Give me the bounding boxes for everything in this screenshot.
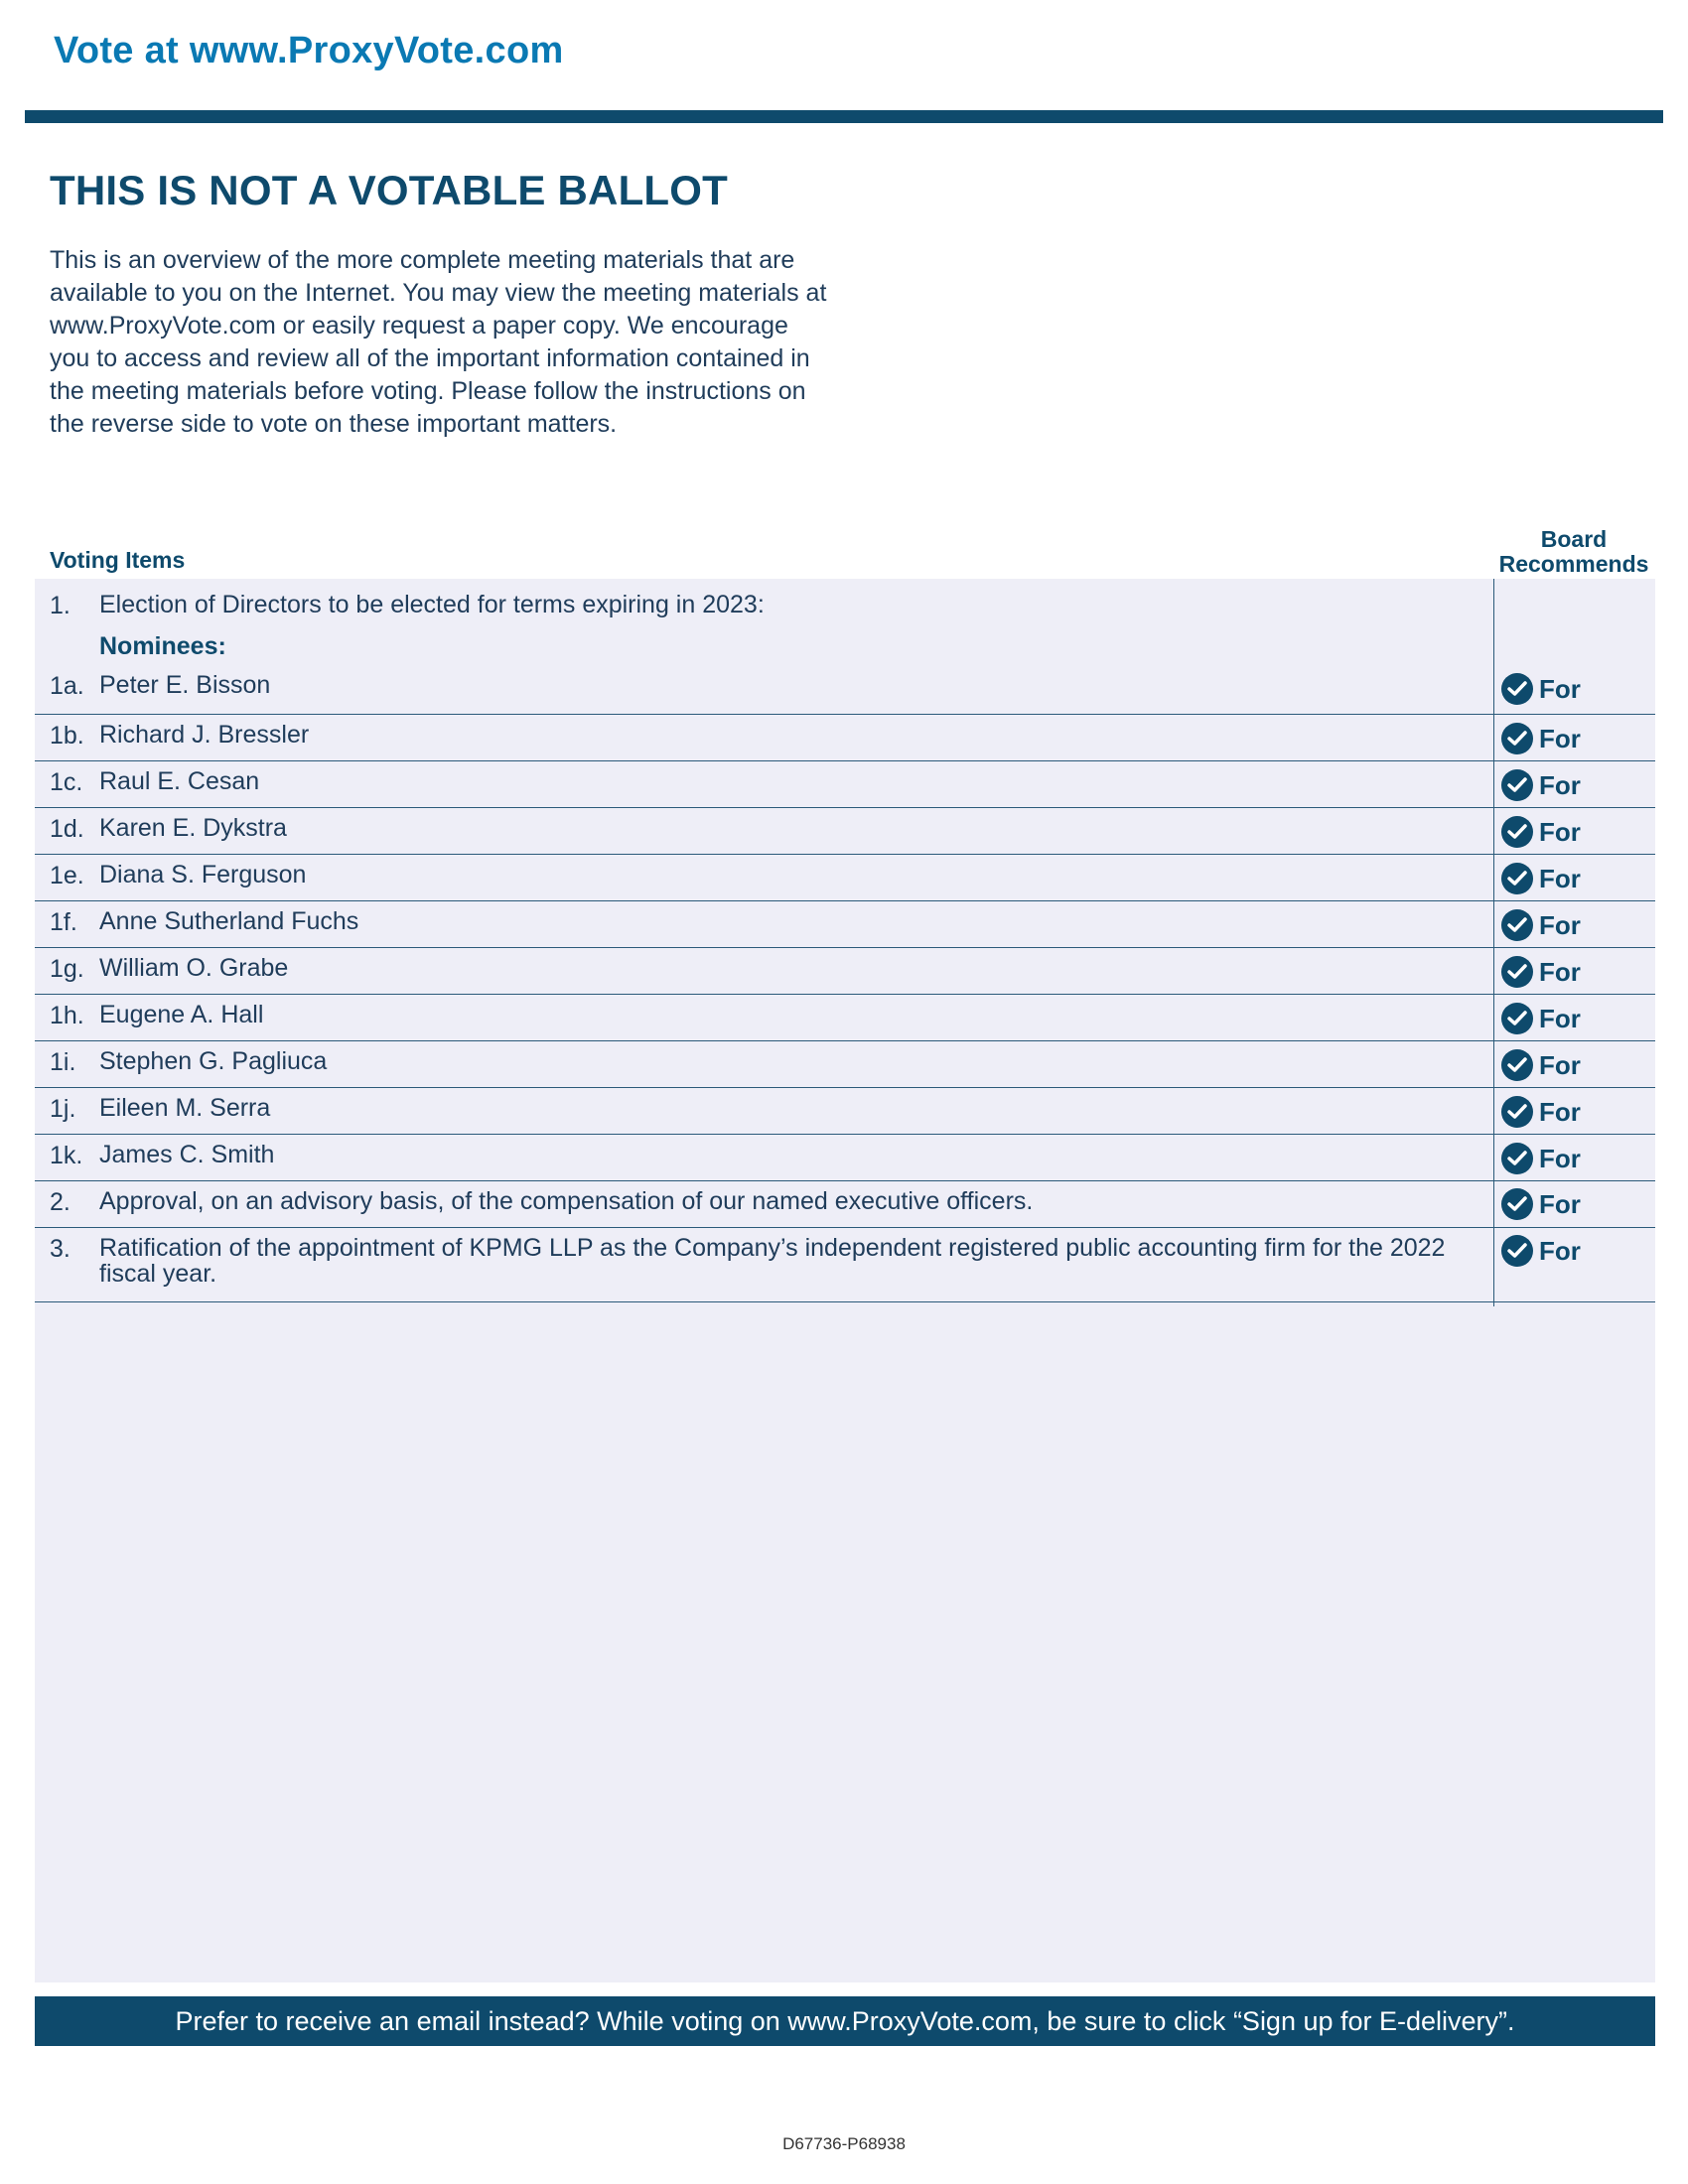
- check-circle-icon: [1501, 1188, 1533, 1220]
- check-circle-icon: [1501, 909, 1533, 941]
- item-text: Eileen M. Serra: [99, 1094, 271, 1122]
- check-circle-icon: [1501, 863, 1533, 894]
- recommendation-label: For: [1539, 1235, 1581, 1266]
- check-circle-icon: [1501, 816, 1533, 848]
- item-text: Karen E. Dykstra: [99, 814, 287, 842]
- voting-items-header: Voting Items: [50, 547, 186, 573]
- item-text: Ratification of the appointment of KPMG LLP as the Company’s independent registered public accounting firm for the 2022 fiscal year.: [99, 1234, 1446, 1288]
- page-title: THIS IS NOT A VOTABLE BALLOT: [50, 167, 729, 213]
- table-row: [35, 1228, 1655, 1302]
- intro-paragraph: This is an overview of the more complete meeting materials that are available to you on the Internet. You may view the meeting materials at www.ProxyVote.com or easily request a paper copy. We encourage you to access and review all of the important information contained in the meeting materials before voting. Please follow the instructions on the reverse side to vote on these important matters.: [50, 246, 827, 438]
- recommendation-label: For: [1539, 1049, 1581, 1080]
- item-number: 1a.: [50, 672, 84, 700]
- header-link-title: Vote at www.ProxyVote.com: [54, 30, 564, 71]
- recommendation: [1501, 863, 1581, 894]
- table-row: [35, 1041, 1655, 1088]
- table-row: [35, 1088, 1655, 1135]
- check-circle-icon: [1501, 1003, 1533, 1034]
- board-recommends-line1: Board: [1540, 526, 1608, 552]
- recommendation-label: For: [1539, 863, 1581, 893]
- voting-items-table: [35, 579, 1655, 1302]
- check-circle-icon: [1501, 769, 1533, 801]
- recommendation: [1501, 1143, 1581, 1174]
- item-text: Stephen G. Pagliuca: [99, 1047, 328, 1075]
- recommendation: [1501, 816, 1581, 848]
- recommendation-label: For: [1539, 909, 1581, 940]
- item-text: Peter E. Bisson: [99, 671, 271, 699]
- header-divider: [25, 110, 1663, 123]
- item-number: 1f.: [50, 908, 77, 936]
- recommendation: [1501, 909, 1581, 941]
- item-text: Anne Sutherland Fuchs: [99, 907, 359, 935]
- item-text: Raul E. Cesan: [99, 767, 260, 795]
- table-row: [35, 1181, 1655, 1228]
- item-number: 1g.: [50, 955, 84, 983]
- recommendation: [1501, 956, 1581, 988]
- recommendation: [1501, 1235, 1581, 1267]
- recommendation-label: For: [1539, 816, 1581, 847]
- table-row: [35, 761, 1655, 808]
- table-row: [35, 948, 1655, 995]
- table-row: [35, 808, 1655, 855]
- check-circle-icon: [1501, 1096, 1533, 1128]
- item-text: William O. Grabe: [99, 954, 289, 982]
- item-text: Approval, on an advisory basis, of the compensation of our named executive officers.: [99, 1187, 1034, 1215]
- item-number: 1k.: [50, 1142, 83, 1169]
- item-number: 1b.: [50, 722, 84, 750]
- item-number: 1j.: [50, 1095, 76, 1123]
- recommendation-label: For: [1539, 1003, 1581, 1033]
- table-row: [35, 901, 1655, 948]
- item-text: James C. Smith: [99, 1141, 275, 1168]
- recommendation-label: For: [1539, 956, 1581, 987]
- check-circle-icon: [1501, 956, 1533, 988]
- recommendation-label: For: [1539, 723, 1581, 753]
- check-circle-icon: [1501, 1143, 1533, 1174]
- item-number: 1e.: [50, 862, 84, 889]
- recommendation: [1501, 1003, 1581, 1034]
- item-text: Eugene A. Hall: [99, 1001, 264, 1028]
- item-number: 2.: [50, 1188, 70, 1216]
- check-circle-icon: [1501, 723, 1533, 754]
- item-number: 1.: [50, 592, 70, 619]
- recommendation: [1501, 1096, 1581, 1128]
- table-row: [35, 855, 1655, 901]
- edelivery-banner: Prefer to receive an email instead? While voting on www.ProxyVote.com, be sure to click “Sign up for E-delivery”.: [35, 1996, 1655, 2046]
- recommendation-label: For: [1539, 673, 1581, 704]
- recommendation: [1501, 1188, 1581, 1220]
- nominees-label: Nominees:: [99, 632, 226, 660]
- board-recommends-line2: Recommends: [1498, 551, 1649, 577]
- table-row: [35, 715, 1655, 761]
- check-circle-icon: [1501, 1049, 1533, 1081]
- item-text: Election of Directors to be elected for terms expiring in 2023:: [99, 591, 765, 618]
- recommendation: [1501, 673, 1581, 705]
- recommendation-label: For: [1539, 769, 1581, 800]
- item-text: Diana S. Ferguson: [99, 861, 307, 888]
- item-number: 1d.: [50, 815, 84, 843]
- item-number: 1c.: [50, 768, 83, 796]
- check-circle-icon: [1501, 673, 1533, 705]
- table-row: [35, 579, 1655, 715]
- table-row: [35, 1135, 1655, 1181]
- board-recommends-header: [1489, 527, 1658, 577]
- recommendation: [1501, 769, 1581, 801]
- item-number: 1i.: [50, 1048, 76, 1076]
- check-circle-icon: [1501, 1235, 1533, 1267]
- document-code: D67736-P68938: [782, 2134, 906, 2153]
- item-text: Richard J. Bressler: [99, 721, 310, 749]
- recommendation: [1501, 723, 1581, 754]
- item-number: 1h.: [50, 1002, 84, 1029]
- recommendation: [1501, 1049, 1581, 1081]
- recommendation-label: For: [1539, 1188, 1581, 1219]
- table-row: [35, 995, 1655, 1041]
- item-number: 3.: [50, 1235, 70, 1263]
- recommendation-label: For: [1539, 1143, 1581, 1173]
- recommendation-label: For: [1539, 1096, 1581, 1127]
